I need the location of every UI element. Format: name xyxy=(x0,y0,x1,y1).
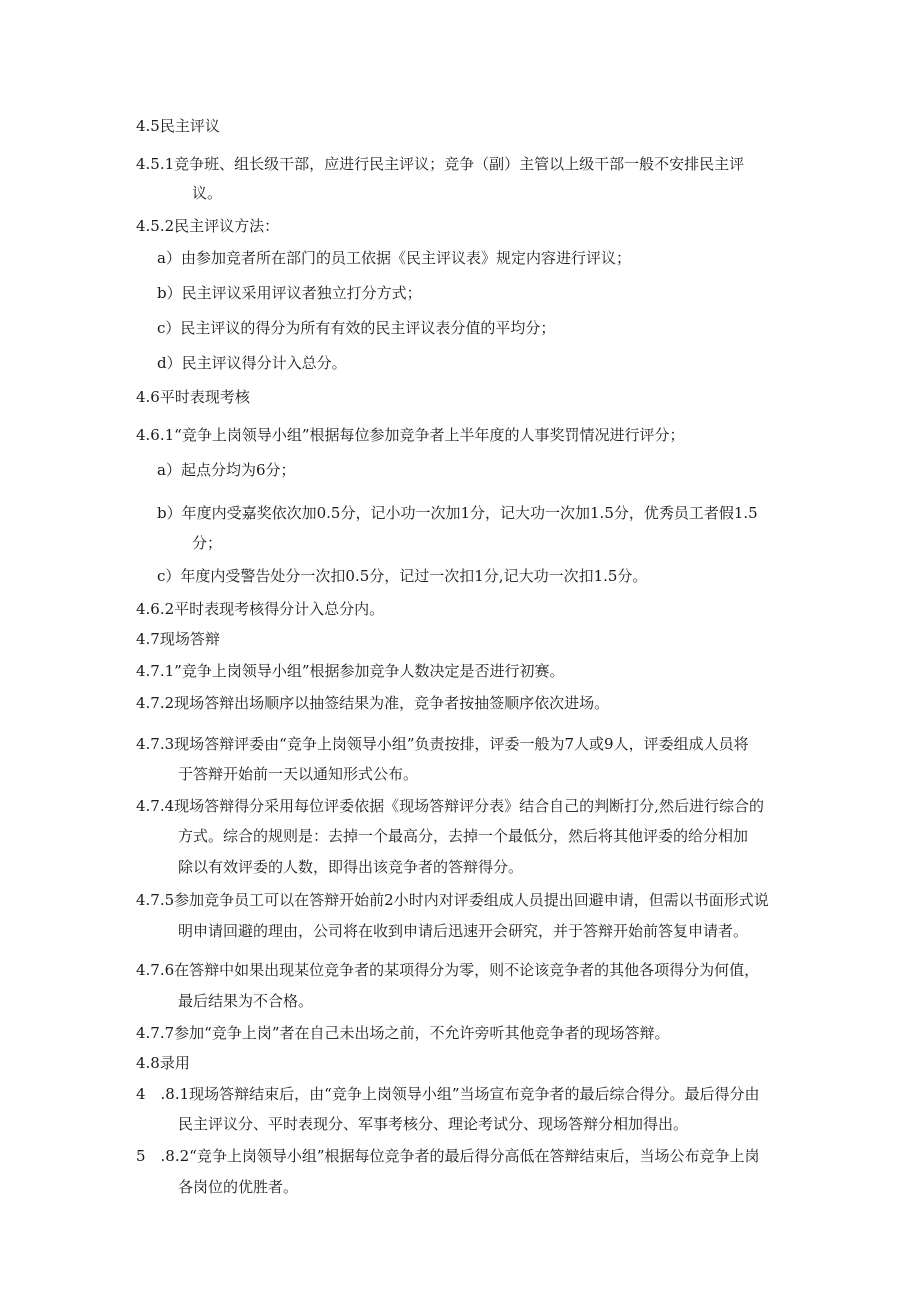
clause-text-continued: 民主评议分、平时表现分、军事考核分、理论考试分、现场答辩分相加得出。 xyxy=(178,1115,689,1133)
list-item-continued: 分； xyxy=(192,534,223,552)
list-item: b）年度内受嘉奖依次加0.5分，记小功一次加1分，记大功一次加1.5分，优秀员工者假1.5 xyxy=(157,504,758,522)
list-item: c）年度内受警告处分一次扣0.5分，记过一次扣1分,记大功一次扣1.5分。 xyxy=(157,567,648,585)
clause-text-continued: 最后结果为不合格。 xyxy=(178,992,314,1010)
clause-text: 4.7.3现场答辩评委由“竞争上岗领导小组”负责按排，评委一般为7人或9人，评委组成人员将 xyxy=(136,735,749,753)
list-item: c）民主评议的得分为所有有效的民主评议表分值的平均分； xyxy=(157,319,556,337)
section-heading: 4.7现场答辩 xyxy=(136,630,220,648)
clause-text-continued: 除以有效评委的人数，即得出该竞争者的答辩得分。 xyxy=(178,858,524,876)
clause-text-continued: 议。 xyxy=(192,184,223,202)
clause-text: 4.6.2平时表现考核得分计入总分内。 xyxy=(136,600,385,618)
clause-text: 5 .8.2“竞争上岗领导小组”根据每位竞争者的最后得分高低在答辩结束后，当场公布竞争上岗 xyxy=(136,1147,760,1165)
section-heading: 4.5民主评议 xyxy=(136,117,220,135)
clause-text: 4 .8.1现场答辩结束后，由“竞争上岗领导小组”当场宣布竞争者的最后综合得分。最后得分由 xyxy=(136,1085,760,1103)
list-item: b）民主评议采用评议者独立打分方式； xyxy=(157,284,422,302)
clause-text-continued: 各岗位的优胜者。 xyxy=(178,1178,299,1196)
clause-text: 4.7.7参加“竞争上岗”者在自己未出场之前，不允许旁听其他竞争者的现场答辩。 xyxy=(136,1024,670,1042)
clause-text: 4.5.1竞争班、组长级干部，应进行民主评议；竞争（副）主管以上级干部一般不安排民主评 xyxy=(136,155,745,173)
list-item: a）起点分均为6分； xyxy=(157,461,296,479)
clause-text-continued: 方式。综合的规则是：去掉一个最高分，去掉一个最低分，然后将其他评委的给分相加 xyxy=(178,827,749,845)
list-item: d）民主评议得分计入总分。 xyxy=(157,354,347,372)
clause-text: 4.7.6在答辩中如果出现某位竞争者的某项得分为零，则不论该竞争者的其他各项得分为何值， xyxy=(136,961,760,979)
section-heading: 4.6平时表现考核 xyxy=(136,388,250,406)
clause-text: 4.7.4现场答辩得分采用每位评委依据《现场答辩评分表》结合自己的判断打分,然后进行综合的 xyxy=(136,797,764,815)
clause-text: 4.7.2现场答辩出场顺序以抽签结果为准，竞争者按抽签顺序依次进场。 xyxy=(136,694,610,712)
clause-text: 4.5.2民主评议方法： xyxy=(136,217,280,235)
clause-text-continued: 于答辩开始前一天以通知形式公布。 xyxy=(178,765,419,783)
list-item: a）由参加竞者所在部门的员工依据《民主评议表》规定内容进行评议； xyxy=(157,249,631,267)
clause-text: 4.7.1”竞争上岗领导小组”根据参加竞争人数决定是否进行初赛。 xyxy=(136,662,565,680)
clause-text-continued: 明申请回避的理由，公司将在收到申请后迅速开会研究，并于答辩开始前答复申请者。 xyxy=(178,922,749,940)
clause-text: 4.7.5参加竞争员工可以在答辩开始前2小时内对评委组成人员提出回避申请，但需以书面形式说 xyxy=(136,891,769,909)
section-heading: 4.8录用 xyxy=(136,1054,190,1072)
clause-text: 4.6.1“竞争上岗领导小组”根据每位参加竞争者上半年度的人事奖罚情况进行评分； xyxy=(136,426,685,444)
